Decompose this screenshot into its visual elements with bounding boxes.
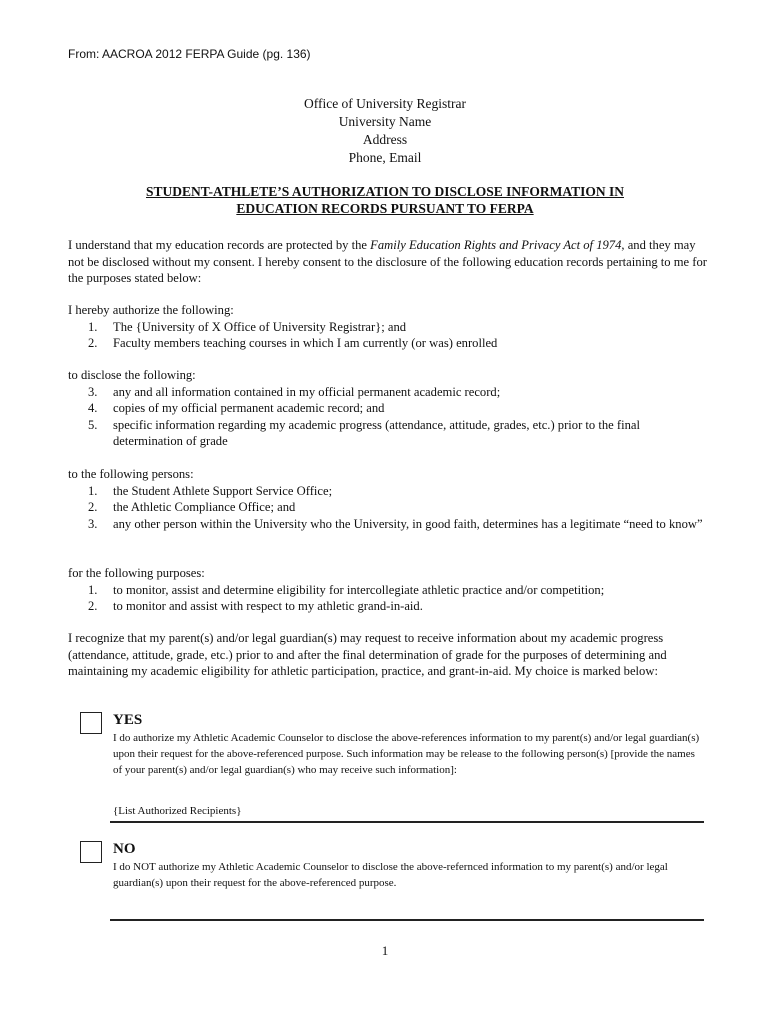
- title-line-2: EDUCATION RECORDS PURSUANT TO FERPA: [236, 201, 534, 216]
- list-text: specific information regarding my academic progress (attendance, attitude, grades, etc.) prior to the final determination of grade: [113, 417, 640, 448]
- list-item: [68, 400, 708, 417]
- list-number: 1.: [88, 483, 98, 498]
- list-text: the Student Athlete Support Service Office;: [113, 483, 333, 498]
- list-text: copies of my official permanent academic record; and: [113, 401, 385, 415]
- list-text: any and all information contained in my official permanent academic record;: [113, 384, 501, 399]
- yes-description: I do authorize my Athletic Academic Counselor to disclose the above-references information to my parent(s) and/or legal guardian(s) upon their request for the above-referenced purpose. Such information may be release to the following person(s) [provide the names of your parent(s) and/or legal guardian(s) who may receive such information]:: [113, 732, 700, 776]
- header-address: Address: [362, 132, 408, 147]
- list-text: to monitor and assist with respect to my athletic grand-in-aid.: [113, 599, 423, 613]
- intro-paragraph: [68, 237, 708, 287]
- list-number: 4.: [88, 401, 98, 415]
- authorize-section: [68, 302, 708, 352]
- title-line-1: STUDENT-ATHLETE’S AUTHORIZATION TO DISCLOSE INFORMATION IN: [146, 184, 624, 199]
- list-number: 2.: [88, 336, 98, 350]
- list-number: 1.: [88, 319, 98, 334]
- list-text: to monitor, assist and determine eligibility for intercollegiate athletic practice and/or competition;: [113, 582, 605, 597]
- list-item: [68, 319, 708, 336]
- document-title: [0, 183, 770, 217]
- header-office: Office of University Registrar: [303, 96, 467, 111]
- purposes-list: [68, 582, 708, 615]
- authorize-heading: I hereby authorize the following:: [68, 303, 234, 317]
- yes-label: YES: [113, 712, 143, 728]
- disclose-list: [68, 384, 708, 450]
- authorized-recipients-field[interactable]: {List Authorized Recipients}: [113, 805, 242, 817]
- list-number: 2.: [88, 599, 98, 613]
- list-item: [68, 499, 708, 516]
- registrar-header: [0, 95, 770, 167]
- no-label: NO: [113, 841, 136, 857]
- disclose-heading: to disclose the following:: [68, 368, 196, 382]
- yes-checkbox[interactable]: [80, 712, 102, 734]
- intro-text-end: , and they may not be disclosed without my consent. I hereby consent to the disclosure of the following education records pertaining to me for the purposes stated below:: [68, 238, 707, 285]
- list-item: [68, 582, 708, 599]
- list-number: 5.: [88, 417, 98, 432]
- list-text: The {University of X Office of University Registrar}; and: [113, 319, 407, 334]
- persons-list: [68, 483, 708, 533]
- purposes-section: [68, 565, 708, 615]
- list-text: the Athletic Compliance Office; and: [113, 500, 296, 514]
- persons-heading: to the following persons:: [68, 467, 194, 481]
- no-section-underline: [110, 919, 704, 921]
- list-item: [68, 598, 708, 615]
- authorize-list: [68, 319, 708, 352]
- list-item: [68, 516, 708, 533]
- source-note: From: AACROA 2012 FERPA Guide (pg. 136): [68, 47, 311, 61]
- list-item: [68, 417, 708, 450]
- no-checkbox[interactable]: [80, 841, 102, 863]
- recipients-underline: [110, 821, 704, 823]
- list-text: Faculty members teaching courses in which I am currently (or was) enrolled: [113, 336, 498, 350]
- list-item: [68, 335, 708, 352]
- recognize-paragraph: I recognize that my parent(s) and/or legal guardian(s) may request to receive information about my academic progress (attendance, attitude, grade, etc.) prior to and after the final determination of grade for the purposes of determining and maintaining my academic eligibility for athletic participation, practice, and grant-in-aid. My choice is marked below:: [68, 631, 667, 678]
- list-number: 2.: [88, 500, 98, 514]
- disclose-section: [68, 367, 708, 450]
- purposes-heading: for the following purposes:: [68, 566, 205, 580]
- list-text: any other person within the University who the University, in good faith, determines has a legitimate “need to know”: [113, 516, 703, 531]
- ferpa-act-name: Family Education Rights and Privacy Act of 1974: [370, 238, 622, 252]
- list-item: [68, 483, 708, 500]
- page-number: 1: [381, 943, 389, 958]
- list-number: 3.: [88, 516, 98, 531]
- persons-section: [68, 466, 708, 532]
- list-number: 3.: [88, 384, 98, 399]
- list-number: 1.: [88, 582, 98, 597]
- header-contact: Phone, Email: [348, 150, 422, 165]
- list-item: [68, 384, 708, 401]
- no-description: I do NOT authorize my Athletic Academic Counselor to disclose the above-refernced information to my parent(s) and/or legal guardian(s) upon their request for the above-referenced purpose.: [113, 861, 668, 889]
- intro-text-start: I understand that my education records are protected by the: [68, 238, 371, 252]
- header-university-name: University Name: [338, 114, 432, 129]
